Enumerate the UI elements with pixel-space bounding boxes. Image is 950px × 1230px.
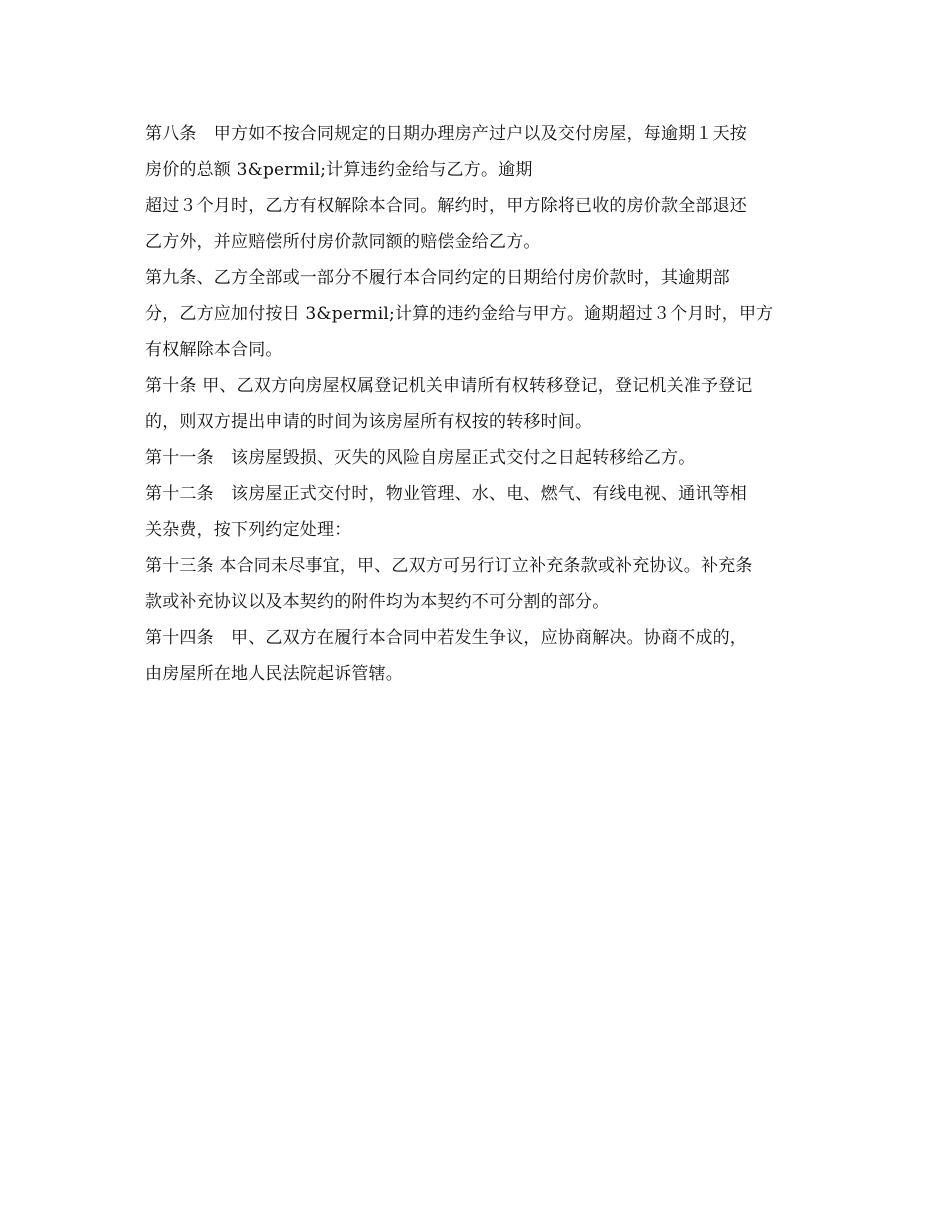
contract-text	[145, 116, 825, 692]
text-line: 分，乙方应加付按日 3&permil;计算的违约金给与甲方。逾期超过３个月时，甲方	[145, 304, 774, 324]
text-line: 第十一条 该房屋毁损、灭失的风险自房屋正式交付之日起转移给乙方。	[145, 448, 696, 468]
text-line: 款或补充协议以及本契约的附件均为本契约不可分割的部分。	[145, 592, 610, 612]
text-line: 有权解除本合同。	[145, 340, 283, 360]
text-line: 由房屋所在地人民法院起诉管辖。	[145, 664, 403, 684]
text-line: 关杂费，按下列约定处理：	[145, 520, 352, 540]
text-line: 第十条 甲、乙双方向房屋权属登记机关申请所有权转移登记，登记机关准予登记	[145, 376, 753, 396]
text-line: 第十二条 该房屋正式交付时，物业管理、水、电、燃气、有线电视、通讯等相	[145, 484, 747, 504]
text-line: 第八条 甲方如不按合同规定的日期办理房产过户以及交付房屋，每逾期１天按	[145, 124, 747, 144]
text-line: 乙方外，并应赔偿所付房价款同额的赔偿金给乙方。	[145, 232, 541, 252]
text-line: 第九条、乙方全部或一部分不履行本合同约定的日期给付房价款时，其逾期部	[145, 268, 730, 288]
text-line: 超过３个月时，乙方有权解除本合同。解约时，甲方除将已收的房价款全部退还	[145, 196, 747, 216]
text-line: 房价的总额 3&permil;计算违约金给与乙方。逾期	[145, 160, 533, 180]
text-line: 第十三条 本合同未尽事宜，甲、乙双方可另行订立补充条款或补充协议。补充条	[145, 556, 753, 576]
text-line: 第十四条 甲、乙双方在履行本合同中若发生争议，应协商解决。协商不成的，	[145, 628, 747, 648]
text-line: 的，则双方提出申请的时间为该房屋所有权按的转移时间。	[145, 412, 593, 432]
